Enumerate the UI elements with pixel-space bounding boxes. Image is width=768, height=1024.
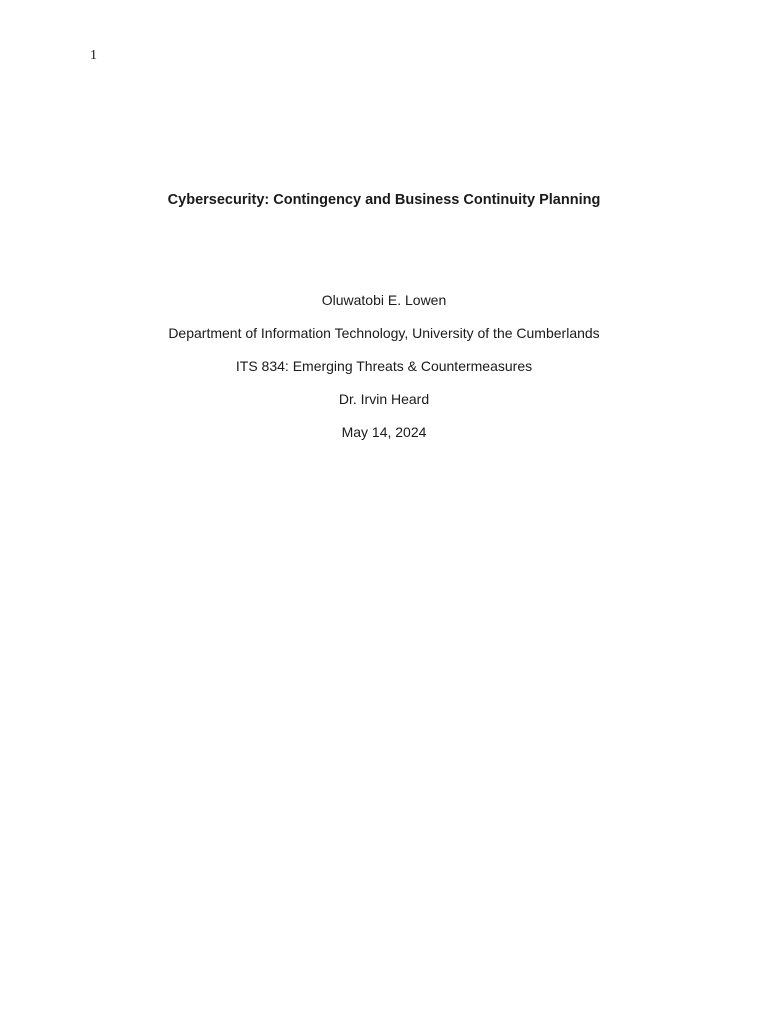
title-page-byline — [0, 290, 768, 455]
author-name: Oluwatobi E. Lowen — [321, 292, 447, 308]
page-number: 1 — [90, 48, 97, 63]
submission-date: May 14, 2024 — [341, 424, 427, 440]
instructor-name: Dr. Irvin Heard — [338, 391, 430, 407]
paper-title: Cybersecurity: Contingency and Business Continuity Planning — [167, 192, 601, 208]
course-name: ITS 834: Emerging Threats & Countermeasures — [235, 358, 533, 374]
author-affiliation: Department of Information Technology, University of the Cumberlands — [168, 325, 600, 341]
